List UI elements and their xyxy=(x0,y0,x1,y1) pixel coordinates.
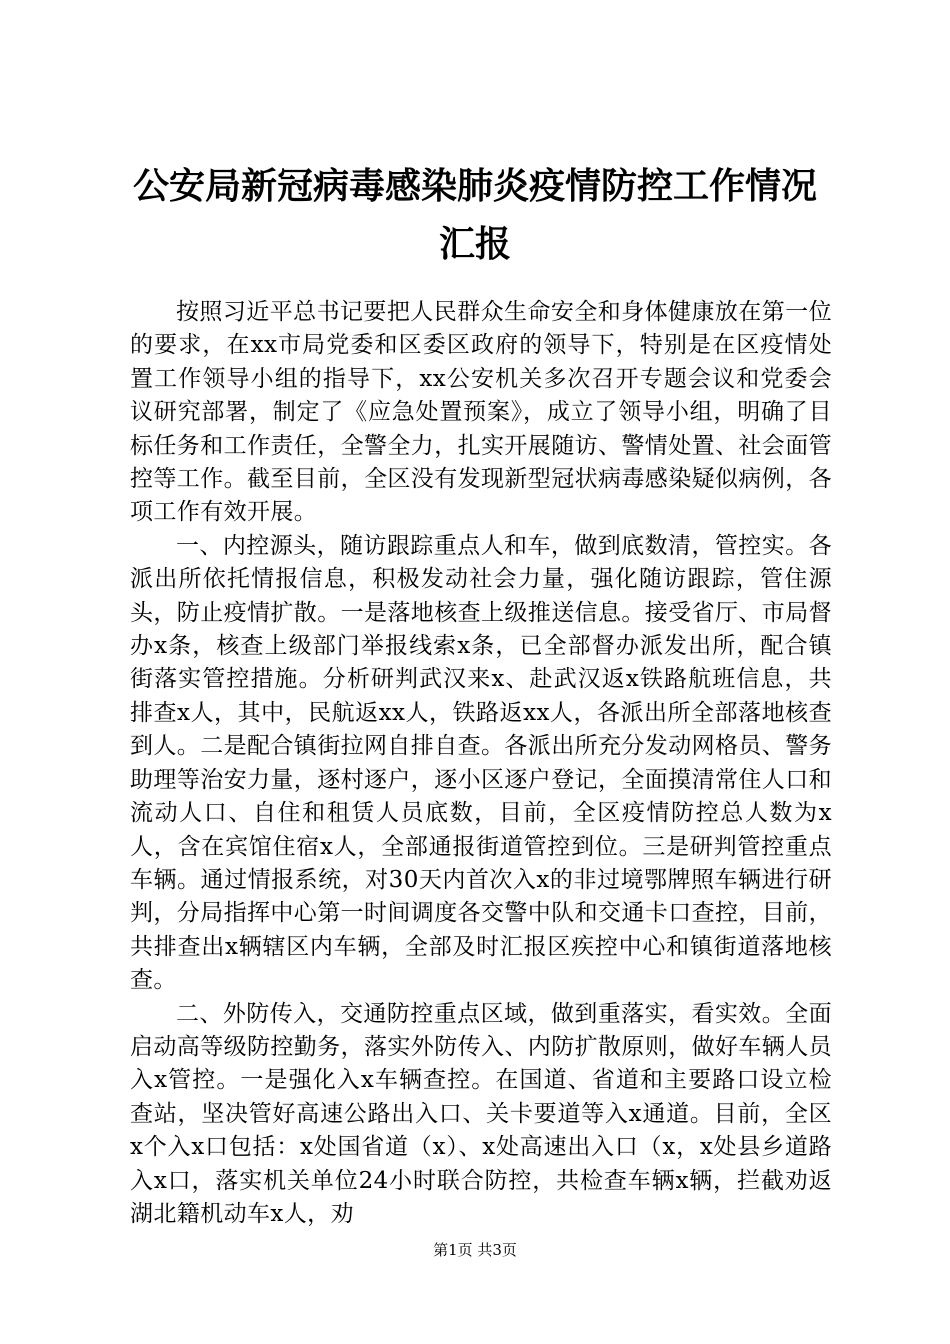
document-body xyxy=(130,296,832,1231)
document-title: 公安局新冠病毒感染肺炎疫情防控工作情况汇报 xyxy=(132,166,817,265)
intro-paragraph: 按照习近平总书记要把人民群众生命安全和身体健康放在第一位的要求，在xx市局党委和区委区政府的领导下，特别是在区疫情处置工作领导小组的指导下，xx公安机关多次召开专题会议和党委会议研究部署，制定了《应急处置预案》，成立了领导小组，明确了目标任务和工作责任，全警全力，扎实开展随访、警情处置、社会面管控等工作。截至目前，全区没有发现新型冠状病毒感染疑似病例，各项工作有效开展。 xyxy=(130,299,832,526)
section-one-paragraph: 一、内控源头，随访跟踪重点人和车，做到底数清，管控实。各派出所依托情报信息，积极发动社会力量，强化随访跟踪，管住源头，防止疫情扩散。一是落地核查上级推送信息。接受省厅、市局督办x条，核查上级部门举报线索x条，已全部督办派发出所，配合镇街落实管控措施。分析研判武汉来x、赴武汉返x铁路航班信息，共排查x人，其中，民航返xx人，铁路返xx人，各派出所全部落地核查到人。二是配合镇街拉网自排自查。各派出所充分发动网格员、警务助理等治安力量，逐村逐户，逐小区逐户登记，全面摸清常住人口和流动人口、自住和租赁人员底数，目前，全区疫情防控总人数为x人，含在宾馆住宿x人，全部通报街道管控到位。三是研判管控重点车辆。通过情报系统，对30天内首次入x的非过境鄂牌照车辆进行研判，分局指挥中心第一时间调度各交警中队和交通卡口查控，目前，共排查出x辆辖区内车辆，全部及时汇报区疾控中心和镇街道落地核查。 xyxy=(130,532,832,994)
page-number-footer: 第1页 共3页 xyxy=(433,1241,517,1259)
section-two-paragraph: 二、外防传入，交通防控重点区域，做到重落实，看实效。全面启动高等级防控勤务，落实外防传入、内防扩散原则，做好车辆人员入x管控。一是强化入x车辆查控。在国道、省道和主要路口设立检查站，坚决管好高速公路出入口、关卡要道等入x通道。目前，全区x个入x口包括：x处国省道（x）、x处高速出入口（x，x处县乡道路入x口，落实机关单位24小时联合防控，共检查车辆x辆，拦截劝返湖北籍机动车x人，劝 xyxy=(130,1000,832,1227)
